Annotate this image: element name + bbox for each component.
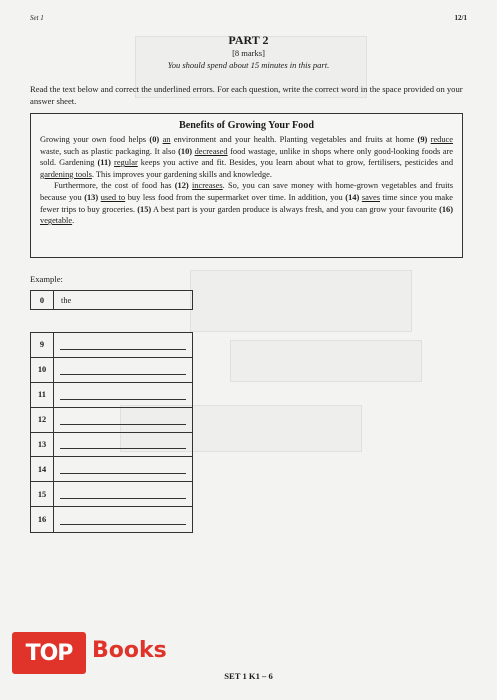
question-number: (10)	[178, 146, 193, 156]
passage-text: buy less food from the supermarket over time. In addition, you	[125, 192, 346, 202]
answer-row	[31, 408, 192, 433]
answer-number: 15	[31, 482, 54, 506]
answer-line[interactable]	[54, 482, 192, 506]
answer-line[interactable]	[54, 358, 192, 382]
passage-paragraph-2	[40, 180, 453, 226]
underlined-text: gardening tools	[40, 169, 92, 179]
passage-text: food wastage, unlike in shops where only good-looking foods are sold. Gardening	[40, 146, 454, 168]
answer-number: 10	[31, 358, 54, 382]
answer-number: 13	[31, 433, 54, 457]
answer-number: 14	[31, 457, 54, 481]
underlined-error: vegetable	[40, 216, 73, 226]
bleed-through-shape	[230, 340, 422, 382]
question-number: (11)	[97, 158, 111, 168]
answer-line[interactable]	[54, 408, 192, 432]
underlined-error: saves	[361, 192, 380, 202]
answer-line[interactable]	[54, 457, 192, 481]
logo-top-text: TOP	[12, 632, 86, 674]
passage-text: waste, such as plastic packaging. It also	[40, 146, 179, 156]
answer-number: 12	[31, 408, 54, 432]
page-footer: SET 1 K1 – 6	[224, 671, 273, 681]
example-number: 0	[31, 291, 54, 309]
passage-text: . This improves your gardening skills and knowledge.	[91, 169, 272, 179]
passage-text: time since you make fewer trips to buy groceries.	[40, 192, 454, 214]
passage-box	[30, 113, 463, 258]
logo-books-text: Books	[92, 638, 167, 663]
answer-line[interactable]	[54, 507, 192, 532]
passage-text: . So, you can save money with home-grown vegetables and fruits because you	[40, 181, 453, 202]
question-number: (14)	[345, 192, 360, 202]
question-number: (15)	[137, 204, 152, 214]
question-number: (9)	[417, 135, 428, 144]
answer-line[interactable]	[54, 433, 192, 457]
underlined-error: an	[162, 135, 171, 144]
answer-row	[31, 507, 192, 532]
instructions: Read the text below and correct the underlined errors. For each question, write the correct word in the space provided on your answer sheet.	[30, 84, 463, 106]
underlined-error: reduce	[430, 135, 453, 144]
underlined-error: used to	[100, 192, 126, 202]
example-row	[30, 290, 193, 310]
answer-row	[31, 333, 192, 358]
answer-row	[31, 457, 192, 482]
question-number: (12)	[174, 181, 189, 191]
answer-line[interactable]	[54, 383, 192, 407]
underlined-error: increases	[191, 181, 223, 191]
example-label: Example:	[30, 274, 63, 284]
answer-table	[30, 332, 193, 533]
passage-text: keeps you active and fit. Besides, you learn about what to grow, fertilisers, pesticides and	[137, 158, 454, 168]
underlined-error: decreased	[194, 146, 228, 156]
passage-title: Benefits of Growing Your Food	[178, 120, 315, 131]
part-title: PART 2	[228, 33, 269, 47]
passage-text: environment and your health. Planting vegetables and fruits at home	[170, 135, 418, 144]
answer-row	[31, 482, 192, 507]
answer-row	[31, 433, 192, 458]
example-answer: the	[61, 295, 72, 305]
passage-text: Growing your own food helps	[40, 135, 150, 144]
question-number: (16)	[439, 204, 454, 214]
answer-number: 11	[31, 383, 54, 407]
passage-paragraph-1	[40, 134, 453, 180]
bleed-through-shape	[190, 270, 412, 332]
part-marks: [8 marks]	[232, 48, 265, 58]
passage-text: A best part is your garden produce is always fresh, and you can grow your favourite	[151, 204, 440, 214]
passage-text: .	[72, 216, 75, 226]
answer-row	[31, 383, 192, 408]
question-number: (0)	[149, 135, 160, 144]
answer-row	[31, 358, 192, 383]
question-number: (13)	[84, 192, 99, 202]
set-label: Set 1	[30, 14, 44, 22]
passage-text: Furthermore, the cost of food has	[54, 181, 175, 191]
underlined-error: regular	[114, 158, 138, 168]
time-guidance: You should spend about 15 minutes in this part.	[167, 60, 330, 70]
answer-number: 9	[31, 333, 54, 357]
page-number: 12/1	[454, 14, 467, 22]
answer-line[interactable]	[54, 333, 192, 357]
answer-number: 16	[31, 507, 54, 532]
